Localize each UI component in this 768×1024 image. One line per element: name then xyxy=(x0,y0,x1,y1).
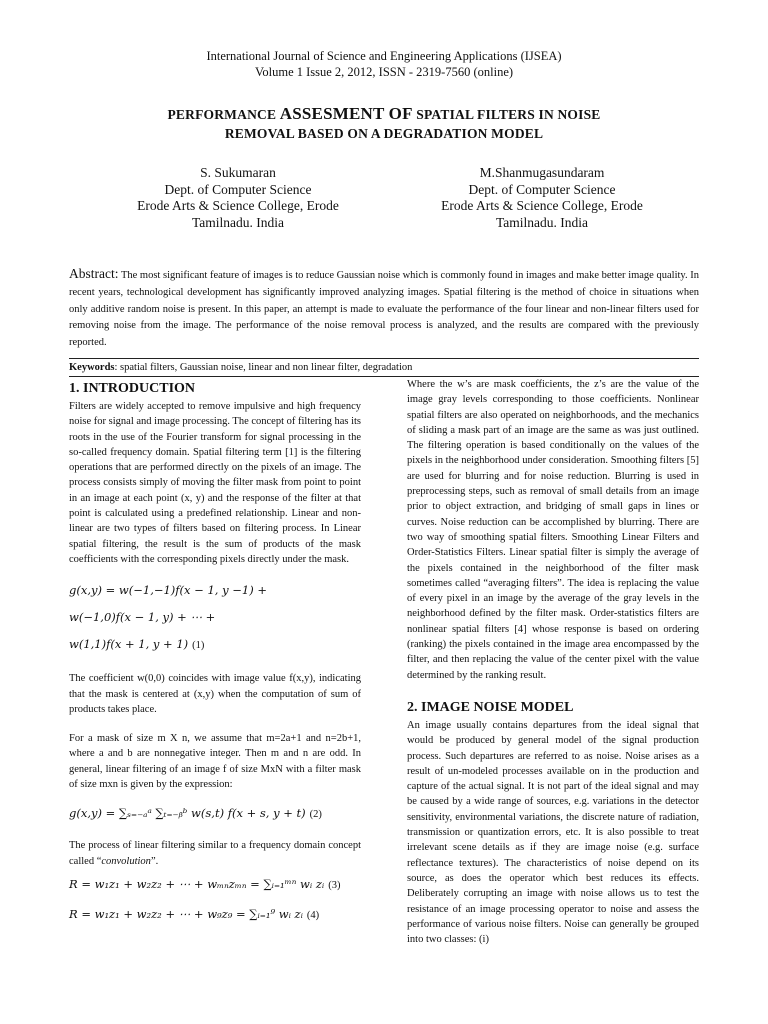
abstract-label: Abstract: xyxy=(69,266,119,281)
spacer xyxy=(69,653,361,671)
author-name: M.Shanmugasundaram xyxy=(479,165,605,180)
keywords xyxy=(69,360,699,375)
journal-volume: Volume 1 Issue 2, 2012, ISSN - 2319-7560 (online) xyxy=(254,65,514,79)
title-part-b: ASSESMENT OF xyxy=(279,104,413,123)
author-place: Tamilnadu. India xyxy=(495,214,589,230)
equation-2-number: (2) xyxy=(309,809,322,821)
equation-4-expression: R = w₁z₁ + w₂z₂ + ⋯ + w₉z₉ = ∑ᵢ₌₁⁹ wᵢ zᵢ xyxy=(69,906,303,921)
convolution-term: convolution xyxy=(101,855,151,867)
author-dept: Dept. of Computer Science xyxy=(164,181,312,197)
intro-paragraph-3: For a mask of size m X n, we assume that m=2a+1 and n=2b+1, where a and b are nonnegative integer. Then m and n are odd. In general, linear filtering of an image f of size MxN with a filter mask of size mxn is given by the expression: xyxy=(69,733,361,791)
journal-name: International Journal of Science and Engineering Applications (IJSEA) xyxy=(206,49,562,63)
equation-3-number: (3) xyxy=(328,879,341,891)
author-block-2 xyxy=(412,165,672,231)
spacer xyxy=(69,822,361,838)
equation-3-expression: R = w₁z₁ + w₂z₂ + ⋯ + wₘₙzₘₙ = ∑ᵢ₌₁ᵐⁿ wᵢ zᵢ xyxy=(69,876,325,891)
spacer xyxy=(69,717,361,731)
equation-1-expression: w(1,1)f(x + 1, y + 1) xyxy=(69,637,189,652)
equation-1-line-2: w(−1,0)f(x − 1, y) + ⋯ + xyxy=(69,610,216,625)
equation-3 xyxy=(69,877,361,893)
author-college: Erode Arts & Science College, Erode xyxy=(137,198,339,213)
abstract xyxy=(69,266,699,352)
left-column xyxy=(69,380,361,923)
paper-title-line2: REMOVAL BASED ON A DEGRADATION MODEL xyxy=(224,126,544,141)
keywords-top-rule xyxy=(69,358,699,359)
author-name: S. Sukumaran xyxy=(200,165,276,180)
title-part-a: PERFORMANCE xyxy=(167,107,280,122)
author-college: Erode Arts & Science College, Erode xyxy=(441,198,643,213)
equation-2 xyxy=(69,806,361,822)
paper-title-line1 xyxy=(0,104,768,124)
author-dept: Dept. of Computer Science xyxy=(468,181,616,197)
intro-paragraph-4 xyxy=(69,838,361,869)
equation-1-line-3 xyxy=(69,637,361,653)
intro-paragraph-2: The coefficient w(0,0) coincides with image value f(x,y), indicating that the mask is centered at (x,y) when the computation of sum of products takes place. xyxy=(69,673,361,715)
spacer xyxy=(407,683,699,699)
noise-model-paragraph: An image usually contains departures from the ideal signal that would be produced by general model of the signal production process. Such departures are referred to as noise. Noise arises as a result of un-modeled processes available on in the production and capture of the actual signal. It is not part of the ideal signal and may be caused by a wide range of sources, e.g. variations in the detector sensitivity, environmental variations, the discrete nature of radiation, transmission or quantization errors, etc. It is also possible to treat irrelevant scene details as if they are image noise (e.g. surface reflectance textures). The characteristics of noise depend on its source, as does the operator which best reduces its effects. Deliberately corrupting an image with noise allows us to test the resistance of an image processing operator to noise and assess the performance of various noise filters. Noise can generally be grouped into two classes: (i) xyxy=(407,719,699,946)
equation-1-line-1: g(x,y) = w(−1,−1)f(x − 1, y −1) + xyxy=(69,583,267,598)
title-part-c: SPATIAL FILTERS IN NOISE xyxy=(412,107,601,122)
equation-2-expression: g(x,y) = ∑ₛ₌₋ₐᵃ ∑ₜ₌₋ᵦᵇ w(s,t) f(x + s, y + t) xyxy=(69,806,306,821)
section-heading-introduction: 1. INTRODUCTION xyxy=(69,381,196,396)
intro-paragraph-1: Filters are widely accepted to remove impulsive and high frequency noise for signal and image processing. The concept of filtering has its roots in the use of the Fourier transform for signal processing in the so-called frequency domain. Spatial filtering term [1] is the filtering operations that are performed directly on the pixels of an image. The process consists simply of moving the filter mask from point to point in an image at each point (x, y) and the response of the filter at that point is calculated using a predefined relationship. Linear and non-linear are two types of filters based on filtering process. In Linear spatial filtering, the result is the sum of products of the mask coefficients with the corresponding pixels directly under the mask. xyxy=(69,401,361,565)
author-place: Tamilnadu. India xyxy=(191,214,285,230)
author-block-1 xyxy=(108,165,368,231)
abstract-text: The most significant feature of images is to reduce Gaussian noise which is commonly found in images and make better image quality. In recent years, technological development has significantly improved analyzing images. Spatial filtering is the method of choice in situations when only additive random noise is present. In this paper, an attempt is made to evaluate the performance of the four linear and non-linear filters used for removing noise from the image. The performance of the noise removal process is analyzed, and the results are compared with the previously reported. xyxy=(69,270,699,349)
convolution-text-c: ”. xyxy=(150,855,159,867)
keywords-label: Keywords xyxy=(69,362,115,373)
convolution-text-a: The process of linear filtering similar to a frequency domain concept called “ xyxy=(69,840,361,867)
equation-1-number: (1) xyxy=(192,640,205,652)
filters-paragraph: Where the w’s are mask coefficients, the z’s are the value of the image gray levels corresponding to those coefficients. Nonlinear spatial filters are also operated on neighborhoods, and the mechanics of sliding a mask part of an image are the same as was just outlined. The filtering operation is based conditionally on the values of the pixels in the neighborhood under consideration. Smoothing filters [5] are used for blurring and for noise reduction. Blurring is used in preprocessing steps, such as removal of small details from an image prior to object extraction, and bridging of small gaps in lines or curves. Noise reduction can be accomplished by blurring. There are two way of smoothing spatial filters. Smoothing Linear Filters and Order-Statistics Filters. Linear spatial filter is simply the average of the pixels contained in the neighborhood of the filter mask sometimes called “averaging filters”. The idea is replacing the value of every pixel in an image by the average of the gray levels in the neighborhood defined by the filter mask. Order-statistics filters are nonlinear spatial filters [4] whose response is based on ordering (ranking) the pixels contained in the image area encompassed by the filter, and then replacing the value of the center pixel with the value determined by the ranking result. xyxy=(407,379,699,681)
section-heading-image-noise-model: 2. IMAGE NOISE MODEL xyxy=(407,699,574,715)
equation-4-number: (4) xyxy=(306,909,320,921)
right-column xyxy=(407,377,699,947)
equation-4 xyxy=(69,907,361,923)
keywords-text: : spatial filters, Gaussian noise, linear and non linear filter, degradation xyxy=(114,362,413,373)
